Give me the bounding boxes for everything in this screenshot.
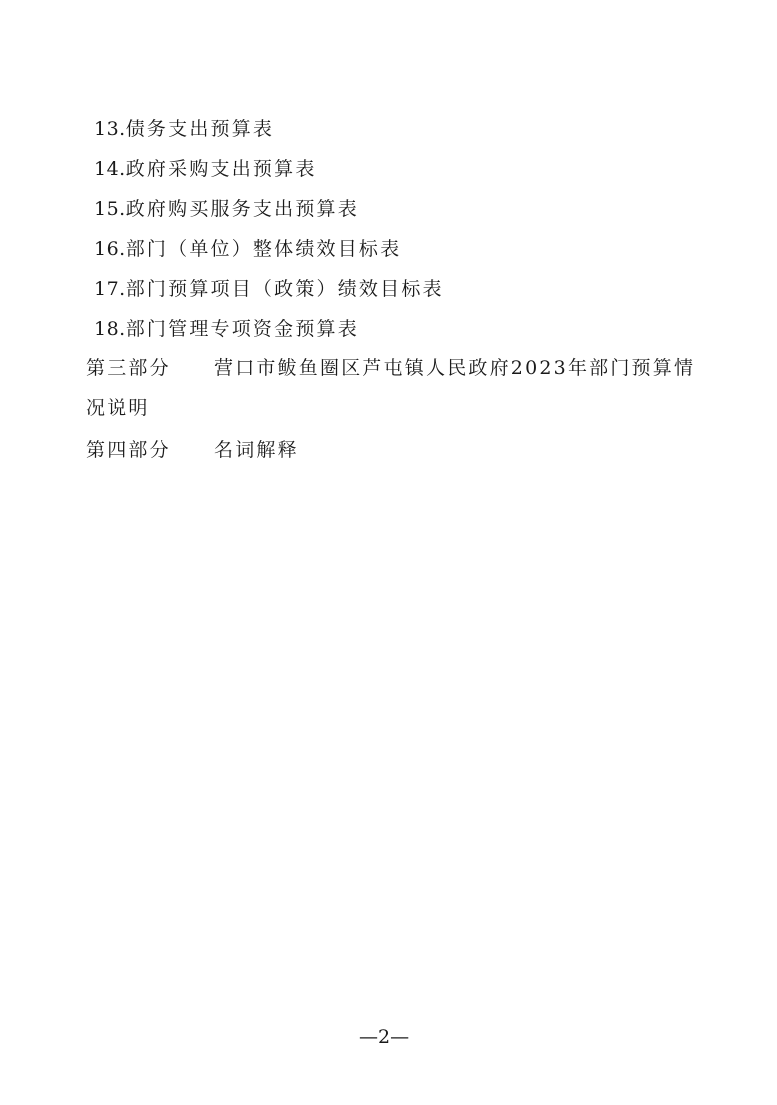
- list-item: [94, 237, 401, 261]
- list-item-number: 15.: [94, 198, 126, 220]
- part-three-line: [86, 356, 695, 380]
- part-three-title-line2: 况说明: [86, 397, 150, 419]
- list-item-number: 14.: [94, 158, 126, 180]
- list-item-number: 18.: [94, 318, 126, 340]
- list-item: [94, 317, 359, 341]
- list-item-number: 17.: [94, 278, 126, 300]
- list-item-text: 部门（单位）整体绩效目标表: [125, 238, 402, 260]
- list-item: [94, 157, 317, 181]
- part-three-heading: 第三部分: [86, 357, 171, 379]
- part-four-heading: 第四部分: [86, 439, 171, 461]
- part-four-title: 名词解释: [214, 439, 299, 461]
- page-number: —2—: [359, 1026, 410, 1048]
- list-item: [94, 117, 274, 141]
- part-three-title-continuation: [86, 396, 150, 420]
- list-item-text: 部门管理专项资金预算表: [125, 318, 359, 340]
- list-item-text: 政府采购支出预算表: [125, 158, 317, 180]
- list-item: [94, 197, 359, 221]
- list-item-text: 债务支出预算表: [125, 118, 275, 140]
- list-item: [94, 277, 444, 301]
- list-item-number: 16.: [94, 238, 126, 260]
- list-item-text: 部门预算项目（政策）绩效目标表: [125, 278, 444, 300]
- part-three-title: 营口市鲅鱼圈区芦屯镇人民政府2023年部门预算情: [214, 357, 696, 379]
- part-four-line: [86, 438, 299, 462]
- list-item-number: 13.: [94, 118, 126, 140]
- list-item-text: 政府购买服务支出预算表: [125, 198, 359, 220]
